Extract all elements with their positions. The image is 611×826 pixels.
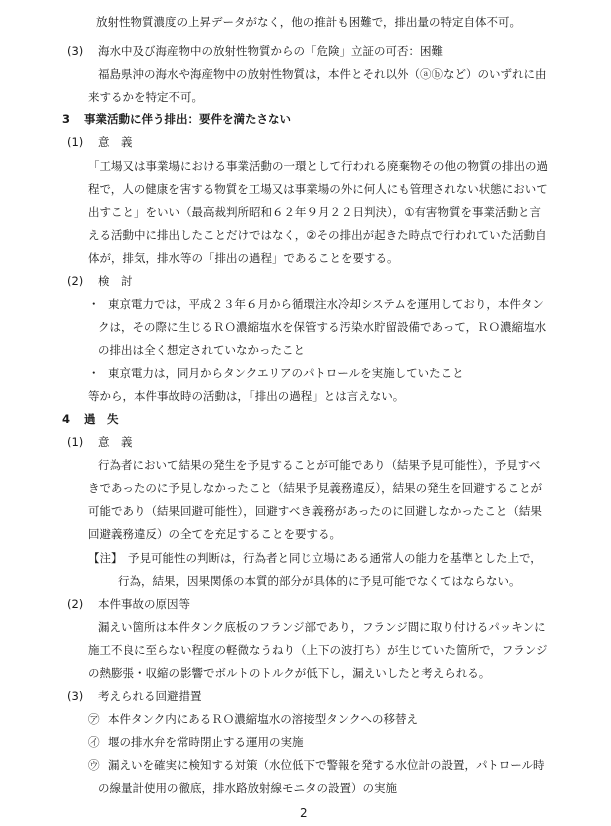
body-line: の熱膨張・収縮の影響でボルトのトルクが低下し，漏えいしたと考えられる。	[88, 666, 491, 680]
item-text: の線量計使用の徹底，排水路放射線モニタの設置）の実施	[98, 781, 397, 795]
item-text: 堰の排水弁を常時閉止する運用の実施	[108, 735, 304, 749]
section-heading: 事業活動に伴う排出：要件を満たさない	[84, 112, 291, 126]
bullet-mark: ・	[88, 366, 100, 380]
body-line: 可能であり（結果回避可能性），回避すべき義務があったのに回避しなかったこと（結果	[88, 504, 542, 518]
subsection-number: (3)	[67, 44, 84, 58]
body-line: える活動中に排出したことだけではなく，②その排出が起きた時点で行われていた活動自	[88, 228, 547, 242]
section-number: 4	[62, 412, 71, 426]
note-line: 行為，結果，因果関係の本質的部分が具体的に予見可能でなくてはならない。	[118, 574, 521, 588]
bullet-text: 東京電力は，同月からタンクエリアのパトロールを実施していたこと	[108, 366, 464, 380]
subsection-number: (1)	[67, 135, 84, 149]
item-mark: ㋐	[88, 712, 100, 726]
item-text: 漏えいを確実に検知する対策（水位低下で警報を発する水位計の設置，パトロール時	[108, 758, 545, 772]
bullet-text: 東京電力では，平成２３年６月から循環注水冷却システムを運用しており，本件タン	[108, 297, 544, 311]
continuation-line: 放射性物質濃度の上昇データがなく，他の推計も困難で，排出量の特定自体不可。	[96, 15, 522, 29]
item-text: 本件タンク内にあるＲＯ濃縮塩水の溶接型タンクへの移替え	[108, 712, 419, 726]
body-line: 施工不良に至らない程度の軽微なうねり（上下の波打ち）が生じていた箇所で，フランジ	[88, 643, 548, 657]
conclusion-line: 等から，本件事故時の活動は，「排出の過程」とは言えない。	[88, 389, 405, 403]
subsection-heading: 海水中及び海産物中の放射性物質からの「危険」立証の可否：困難	[98, 44, 443, 58]
page-number: 2	[300, 806, 308, 820]
body-line: 「工場又は事業場における事業活動の一環として行われる廃棄物その他の物質の排出の過	[88, 159, 548, 173]
body-line: 程で，人の健康を害する物質を工場又は事業場の外に何人にも管理されない状態において	[88, 182, 548, 196]
body-line: 来するかを特定不可。	[88, 90, 203, 104]
body-line: きであったのに予見しなかったこと（結果予見義務違反），結果の発生を回避することが	[88, 481, 543, 495]
subsection-number: (2)	[67, 597, 84, 611]
item-mark: ㋒	[88, 758, 100, 772]
subsection-number: (2)	[67, 274, 84, 288]
bullet-text: の排出は全く想定されていなかったこと	[98, 343, 305, 357]
body-line: 出すこと」をいい（最高裁判所昭和６２年９月２２日判決），①有害物質を事業活動と言	[88, 205, 542, 219]
subsection-heading: 意 義	[98, 135, 133, 149]
section-number: 3	[62, 112, 71, 126]
subsection-number: (3)	[67, 689, 84, 703]
section-heading: 過 失	[84, 412, 119, 426]
item-mark: ㋑	[88, 735, 100, 749]
note-line: 予見可能性の判断は，行為者と同じ立場にある通常人の能力を基準とした上で，	[128, 551, 542, 565]
subsection-heading: 意 義	[98, 435, 133, 449]
body-line: 福島県沖の海水や海産物中の放射性物質は，本件とそれ以外（ⓐⓑなど）のいずれに由	[98, 67, 547, 81]
subsection-heading: 本件事故の原因等	[98, 597, 190, 611]
subsection-heading: 検 討	[98, 274, 133, 288]
bullet-text: クは，その際に生じるＲＯ濃縮塩水を保管する汚染水貯留設備であって，ＲＯ濃縮塩水	[98, 320, 547, 334]
body-line: 体が，排気，排水等の「排出の過程」であることを要する。	[88, 251, 399, 265]
body-line: 漏えい箇所は本件タンク底板のフランジ部であり，フランジ間に取り付けるパッキンに	[98, 620, 546, 634]
body-line: 回避義務違反）の全てを充足することを要する。	[88, 527, 341, 541]
body-line: 行為者において結果の発生を予見することが可能であり（結果予見可能性），予見すべ	[98, 458, 541, 472]
subsection-heading: 考えられる回避措置	[98, 689, 202, 703]
bullet-mark: ・	[88, 297, 100, 311]
note-label: 【注】	[88, 551, 123, 565]
subsection-number: (1)	[67, 435, 84, 449]
